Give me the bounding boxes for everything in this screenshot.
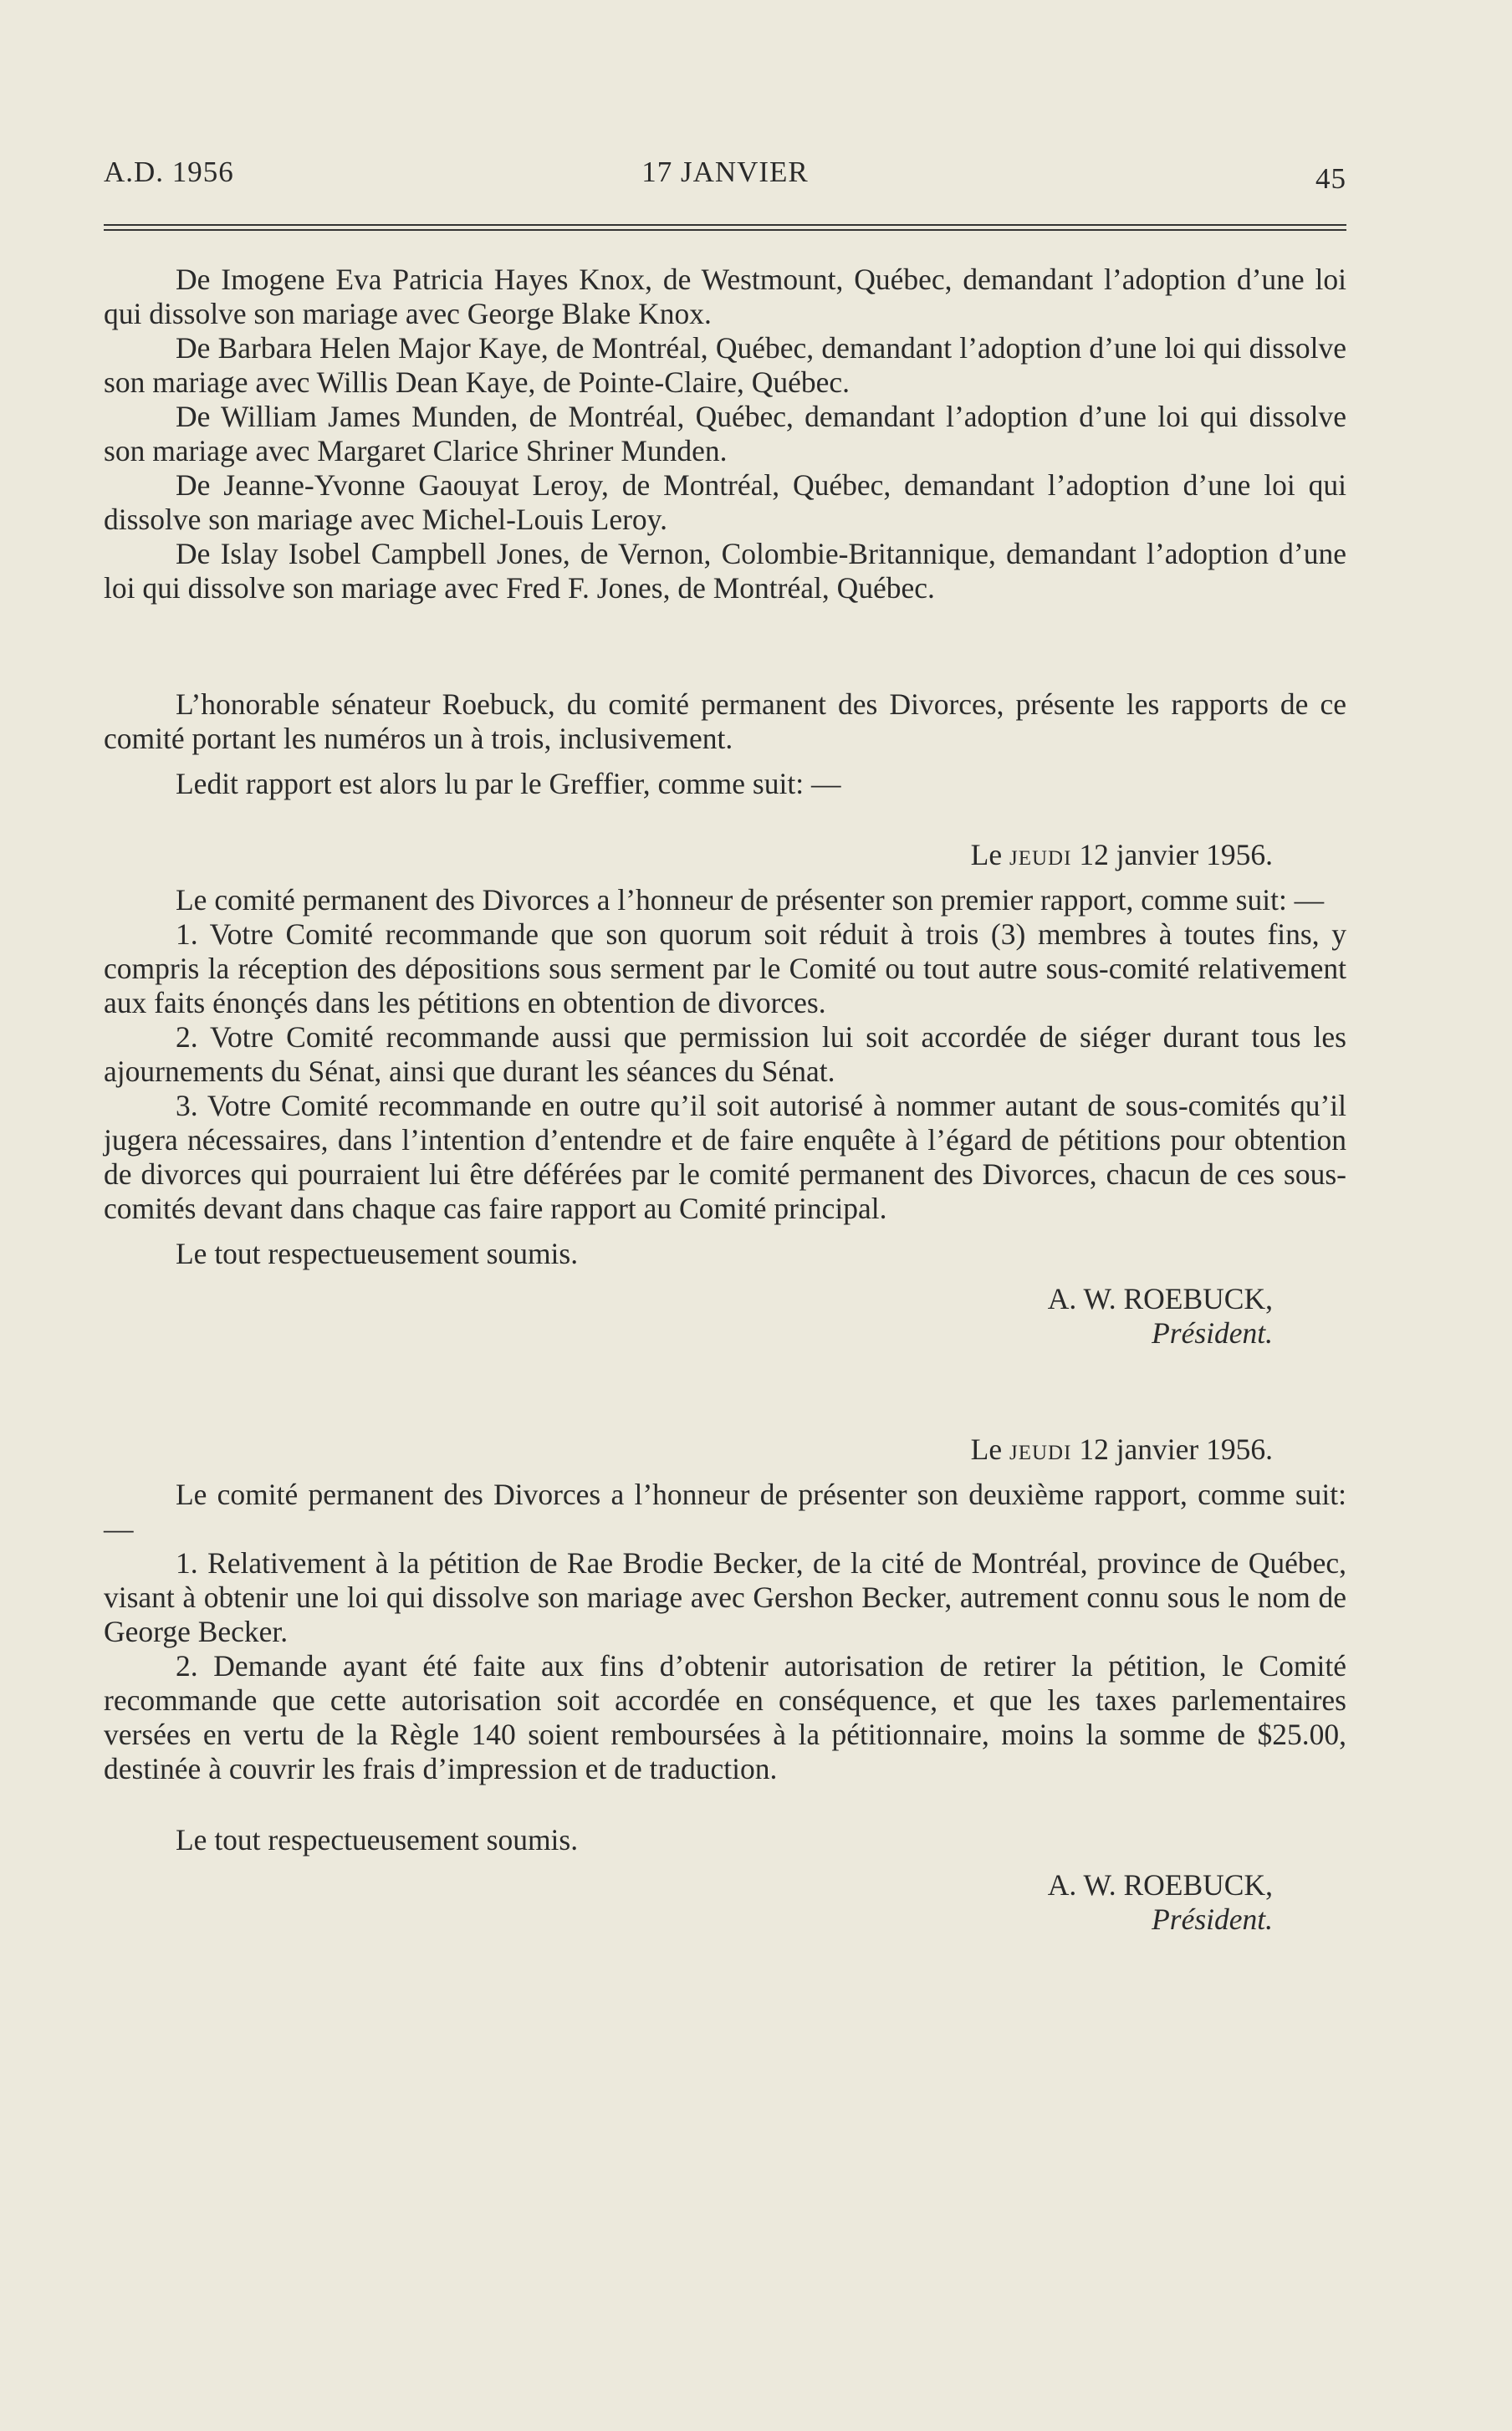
reading-paragraph: Ledit rapport est alors lu par le Greffier, comme suit: — bbox=[176, 767, 841, 800]
paragraph-gap bbox=[104, 1226, 1346, 1237]
petition-paragraph: De Islay Isobel Campbell Jones, de Vernon, Colombie-Britannique, demandant l’adoption d’une loi qui dissolve son mariage avec Fred F. Jones, de Montréal, Québec. bbox=[104, 537, 1346, 605]
report1-item: 2. Votre Comité recommande aussi que permission lui soit accordée de siéger durant tous les ajournements du Sénat, ainsi que durant les séances du Sénat. bbox=[104, 1020, 1346, 1088]
paragraph-gap bbox=[104, 801, 1346, 838]
report2-item: 1. Relativement à la pétition de Rae Brodie Becker, de la cité de Montréal, province de Québec, visant à obtenir une loi qui dissolve son mariage avec Gershon Becker, autrement connu sous le nom de George Becker. bbox=[104, 1546, 1346, 1648]
paragraph-gap bbox=[104, 1467, 1346, 1478]
report2-date bbox=[104, 1433, 1346, 1467]
report1-date-prefix: Le bbox=[970, 838, 1003, 871]
section-gap bbox=[104, 605, 1346, 687]
petition-paragraph: De Imogene Eva Patricia Hayes Knox, de Westmount, Québec, demandant l’adoption d’une loi qui dissolve son mariage avec George Blake Knox. bbox=[104, 263, 1346, 330]
report2-closing: Le tout respectueusement soumis. bbox=[176, 1823, 579, 1856]
report1-date-rest: 12 janvier 1956. bbox=[1079, 838, 1273, 871]
report1-closing: Le tout respectueusement soumis. bbox=[176, 1237, 579, 1270]
paragraph-gap bbox=[104, 756, 1346, 767]
paragraph-gap bbox=[104, 1271, 1346, 1282]
header-date: 17 JANVIER bbox=[641, 156, 809, 188]
report2-signature-title: Président. bbox=[1152, 1902, 1273, 1936]
paragraph-gap bbox=[104, 872, 1346, 883]
report2-opening: Le comité permanent des Divorces a l’honneur de présenter son deuxième rapport, comme suit: — bbox=[104, 1478, 1346, 1545]
report2-date-prefix: Le bbox=[970, 1433, 1003, 1466]
report1-date bbox=[104, 838, 1346, 872]
header-rule-top bbox=[104, 224, 1346, 226]
report2-item: 2. Demande ayant été faite aux fins d’obtenir autorisation de retirer la pétition, le Comité recommande que cette autorisation soit accordée en conséquence, et que les taxes parlementaires versées en vertu de la Règle 140 soient remboursées à la pétitionnaire, moins la somme de $25.00, destinée à couvrir les frais d’impression et de traduction. bbox=[104, 1649, 1346, 1785]
report1-signature-title: Président. bbox=[1152, 1316, 1273, 1350]
paragraph-gap bbox=[104, 1786, 1346, 1823]
petition-paragraph: De Jeanne-Yvonne Gaouyat Leroy, de Montréal, Québec, demandant l’adoption d’une loi qui dissolve son mariage avec Michel-Louis Leroy. bbox=[104, 468, 1346, 536]
running-header bbox=[104, 156, 1346, 197]
report1-opening: Le comité permanent des Divorces a l’honneur de présenter son premier rapport, comme suit: — bbox=[176, 883, 1325, 917]
report2-date-day: jeudi bbox=[1009, 1433, 1072, 1466]
header-rule-bottom bbox=[104, 229, 1346, 231]
report2-date-rest: 12 janvier 1956. bbox=[1079, 1433, 1273, 1466]
section-gap bbox=[104, 1351, 1346, 1433]
report1-date-day: jeudi bbox=[1009, 838, 1072, 871]
petition-paragraph: De William James Munden, de Montréal, Québec, demandant l’adoption d’une loi qui dissolve son mariage avec Margaret Clarice Shriner Munden. bbox=[104, 400, 1346, 467]
page-body bbox=[104, 263, 1346, 1937]
page-number: 45 bbox=[1315, 162, 1346, 195]
report1-item: 1. Votre Comité recommande que son quorum soit réduit à trois (3) membres à toutes fins, y compris la réception des dépositions sous serment par le Comité ou tout autre sous-comité relativement aux faits énonçés dans les pétitions en obtention de divorces. bbox=[104, 917, 1346, 1019]
intro-paragraph: L’honorable sénateur Roebuck, du comité permanent des Divorces, présente les rapports de ce comité portant les numéros un à trois, inclusivement. bbox=[104, 687, 1346, 755]
report1-signature: A. W. ROEBUCK, bbox=[1047, 1282, 1273, 1315]
petition-paragraph: De Barbara Helen Major Kaye, de Montréal, Québec, demandant l’adoption d’une loi qui dissolve son mariage avec Willis Dean Kaye, de Pointe-Claire, Québec. bbox=[104, 331, 1346, 399]
report2-signature: A. W. ROEBUCK, bbox=[1047, 1868, 1273, 1902]
report1-item: 3. Votre Comité recommande en outre qu’il soit autorisé à nommer autant de sous-comités qu’il jugera nécessaires, dans l’intention d’entendre et de faire enquête à l’égard de pétitions pour obtention de divorces qui pourraient lui être déférées par le comité permanent des Divorces, chacun de ces sous-comités devant dans chaque cas faire rapport au Comité principal. bbox=[104, 1089, 1346, 1225]
header-year: A.D. 1956 bbox=[104, 156, 234, 188]
paragraph-gap bbox=[104, 1857, 1346, 1868]
